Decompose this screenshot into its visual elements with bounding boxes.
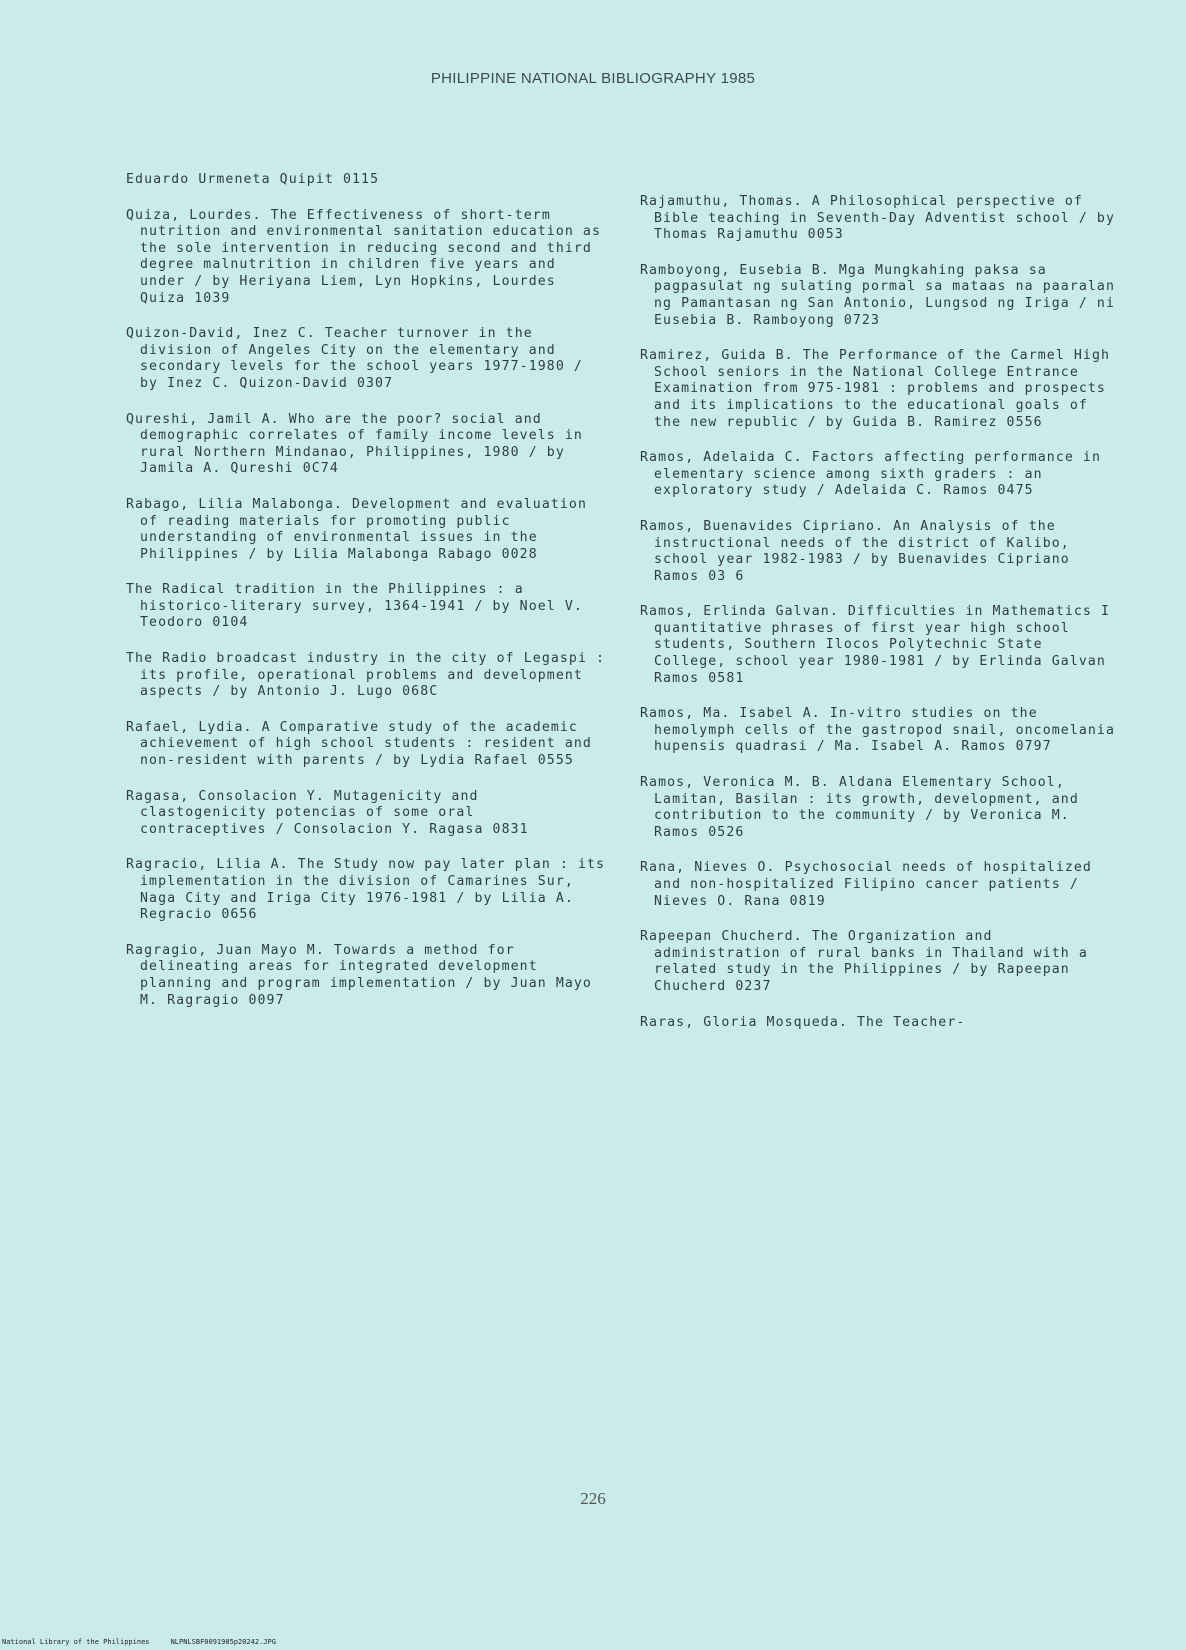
- bibliography-entry: Ragracio, Lilia A. The Study now pay later plan : its implementation in the division of Camarines Sur, Naga City and Iriga City 1976-1981 / by Lilia A. Regracio 0656: [126, 857, 615, 923]
- scan-footer: National Library of the Philippines NLPNLSBF0091985p20242.JPG: [2, 1638, 276, 1646]
- bibliography-entry: Raras, Gloria Mosqueda. The Teacher-: [640, 1014, 966, 1030]
- page-header: PHILIPPINE NATIONAL BIBLIOGRAPHY 1985: [430, 70, 756, 87]
- bibliography-entry: Quiza, Lourdes. The Effectiveness of short-term nutrition and environmental sanitation education as the sole intervention in reducing second and third degree malnutrition in children five years and under / by Heriyana Liem, Lyn Hopkins, Lourdes Quiza 1039: [126, 207, 611, 306]
- bibliography-entry: Rana, Nieves O. Psychosocial needs of hospitalized and non-hospitalized Filipino cancer patients / Nieves O. Rana 0819: [640, 860, 1102, 909]
- left-column: [126, 172, 615, 1028]
- bibliography-entry: The Radical tradition in the Philippines : a historico-literary survey, 1364-1941 / by Noel V. Teodoro 0104: [126, 582, 592, 631]
- bibliography-entry: Ragasa, Consolacion Y. Mutagenicity and clastogenicity potencias of some oral contraceptives / Consolacion Y. Ragasa 0831: [126, 788, 529, 837]
- continuation-line: Eduardo Urmeneta Quipit 0115: [126, 172, 380, 187]
- bibliography-entry: Rafael, Lydia. A Comparative study of the academic achievement of high school students : resident and non-resident with parents / by Lydia Rafael 0555: [126, 719, 602, 769]
- bibliography-entry: Ramboyong, Eusebia B. Mga Mungkahing paksa sa pagpasulat ng sulating pormal sa mataas na paaralan ng Pamantasan ng San Antonio, Lungsod ng Iriga / ni Eusebia B. Ramboyong 0723: [640, 262, 1125, 328]
- bibliography-entry: Qureshi, Jamil A. Who are the poor? social and demographic correlates of family income levels in rural Northern Mindanao, Philippines, 1980 / by Jamila A. Qureshi 0C74: [126, 411, 592, 477]
- bibliography-entry: Ramos, Ma. Isabel A. In-vitro studies on the hemolymph cells of the gastropod snail, oncomelania hupensis quadrasi / Ma. Isabel A. Ramos 0797: [640, 706, 1125, 755]
- bibliography-entry: Ragragio, Juan Mayo M. Towards a method for delineating areas for integrated development planning and program implementation / by Juan Mayo M. Ragragio 0097: [126, 942, 602, 1008]
- bibliography-entry: Ramirez, Guida B. The Performance of the Carmel High School seniors in the National College Entrance Examination from 975-1981 : problems and prospects and its implications to the educational goals of the new republic / by Guida B. Ramirez 0556: [640, 348, 1120, 430]
- bibliography-entry: Ramos, Erlinda Galvan. Difficulties in Mathematics I quantitative phrases of first year high school students, Southern Ilocos Polytechnic State College, school year 1980-1981 / by Erlinda Galvan Ramos 0581: [640, 604, 1120, 686]
- right-column: [640, 194, 1125, 1050]
- bibliography-entry: Rapeepan Chucherd. The Organization and administration of rural banks in Thailand with a related study in the Philippines / by Rapeepan Chucherd 0237: [640, 929, 1097, 994]
- bibliography-entry: Ramos, Veronica M. B. Aldana Elementary School, Lamitan, Basilan : its growth, development, and contribution to the community / by Veronica M. Ramos 0526: [640, 775, 1088, 840]
- bibliography-entry: Rajamuthu, Thomas. A Philosophical perspective of Bible teaching in Seventh-Day Adventist school / by Thomas Rajamuthu 0053: [640, 194, 1125, 243]
- bibliography-entry: Quizon-David, Inez C. Teacher turnover in the division of Angeles City on the elementary and secondary levels for the school years 1977-1980 / by Inez C. Quizon-David 0307: [126, 326, 592, 391]
- bibliography-entry: The Radio broadcast industry in the city of Legaspi : its profile, operational problems and development aspects / by Antonio J. Lugo 068C: [126, 651, 615, 700]
- bibliography-entry: Ramos, Buenavides Cipriano. An Analysis of the instructional needs of the district of Kalibo, school year 1982-1983 / by Buenavides Cipriano Ramos 03 6: [640, 518, 1079, 584]
- bibliography-entry: Ramos, Adelaida C. Factors affecting performance in elementary science among sixth graders : an exploratory study / Adelaida C. Ramos 0475: [640, 450, 1111, 499]
- bibliography-entry: Rabago, Lilia Malabonga. Development and evaluation of reading materials for promoting public understanding of environmental issues in the Philippines / by Lilia Malabonga Rabago 0028: [126, 496, 597, 562]
- page-number: 226: [580, 1489, 606, 1508]
